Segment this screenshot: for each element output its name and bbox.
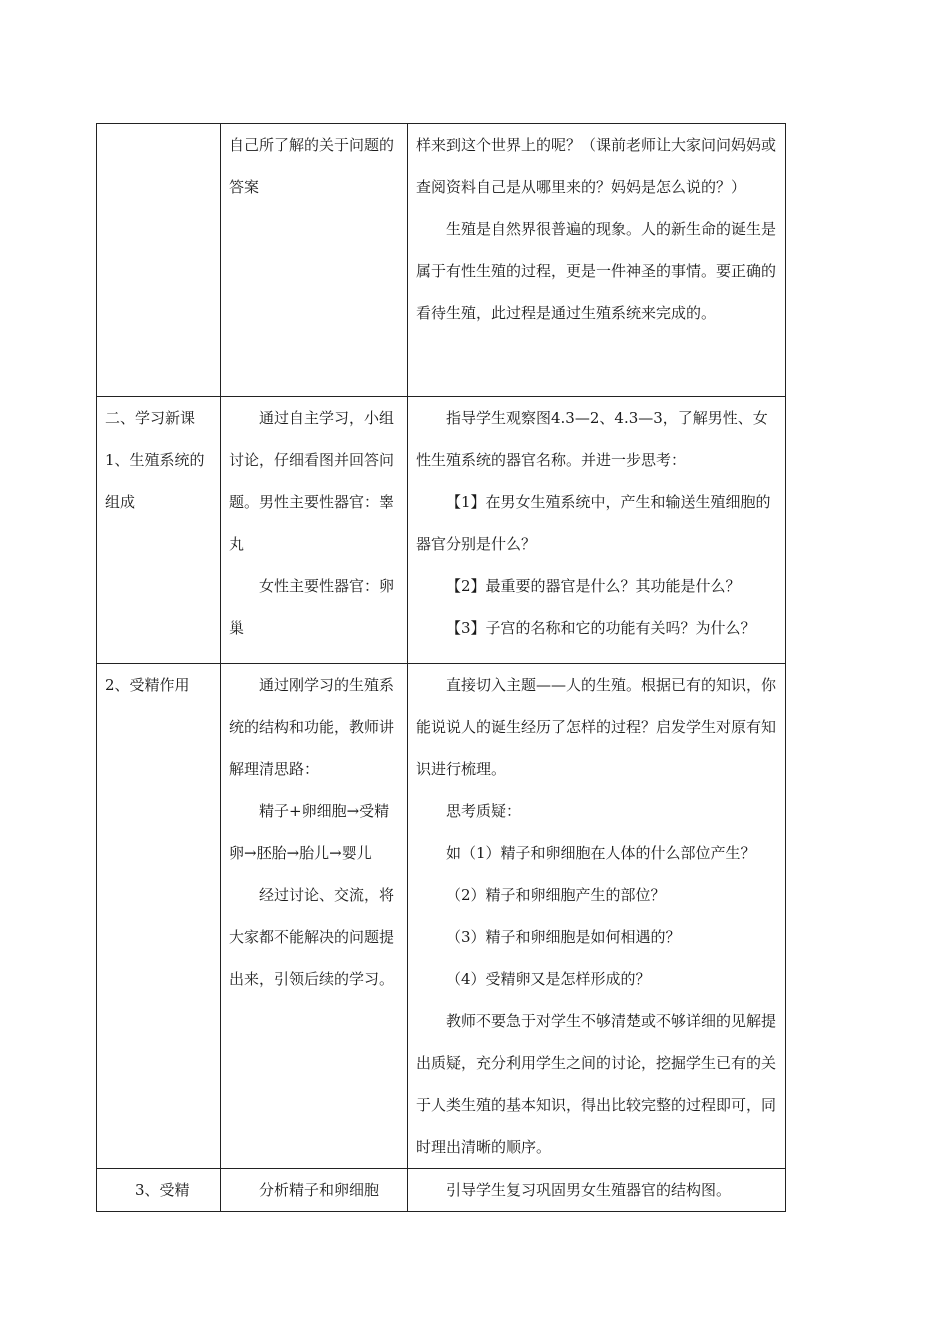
stage-cell	[97, 664, 221, 1169]
teacher-activity-text: （4）受精卵又是怎样形成的？	[446, 970, 651, 988]
student-activity-cell	[221, 397, 408, 664]
teacher-activity-text: 引导学生复习巩固男女生殖器官的结构图。	[446, 1181, 732, 1199]
teacher-activity-text: 【1】在男女生殖系统中，产生和输送生殖细胞的器官分别是什么？	[416, 493, 771, 553]
stage-text: 1、生殖系统的组成	[105, 451, 205, 511]
student-activity-text: 精子+卵细胞→受精卵→胚胎→胎儿→婴儿	[229, 802, 390, 862]
stage-cell	[97, 1169, 221, 1212]
teacher-activity-text: （2）精子和卵细胞产生的部位？	[446, 886, 666, 904]
teacher-activity-text: 直接切入主题——人的生殖。根据已有的知识，你能说说人的诞生经历了怎样的过程？启发学生对原有知识进行梳理。	[416, 676, 777, 778]
stage-text: 二、学习新课	[105, 409, 196, 427]
table-row	[97, 124, 786, 397]
student-activity-cell	[221, 124, 408, 397]
student-activity-text: 自己所了解的关于问题的答案	[229, 136, 395, 196]
stage-cell	[97, 124, 221, 397]
stage-text: 3、受精	[135, 1181, 190, 1199]
teacher-activity-text: 指导学生观察图4.3—2、4.3—3，了解男性、女性生殖系统的器官名称。并进一步思考：	[416, 409, 768, 469]
teacher-activity-cell	[408, 664, 786, 1169]
student-activity-text: 经过讨论、交流，将大家都不能解决的问题提出来，引领后续的学习。	[229, 886, 395, 988]
teacher-activity-text: 生殖是自然界很普遍的现象。人的新生命的诞生是属于有性生殖的过程，更是一件神圣的事情。要正确的看待生殖，此过程是通过生殖系统来完成的。	[416, 220, 777, 322]
teacher-activity-cell	[408, 397, 786, 664]
teacher-activity-cell	[408, 1169, 786, 1212]
table-row	[97, 664, 786, 1169]
table-row	[97, 1169, 786, 1212]
stage-text: 2、受精作用	[105, 676, 190, 694]
teacher-activity-text: 思考质疑：	[446, 802, 522, 820]
student-activity-cell	[221, 664, 408, 1169]
teacher-activity-text: 教师不要急于对学生不够清楚或不够详细的见解提出质疑，充分利用学生之间的讨论，挖掘学生已有的关于人类生殖的基本知识，得出比较完整的过程即可，同时理出清晰的顺序。	[416, 1012, 777, 1156]
lesson-plan-table	[96, 123, 786, 1212]
teacher-activity-text: （3）精子和卵细胞是如何相遇的？	[446, 928, 681, 946]
teacher-activity-text: 样来到这个世界上的呢？（课前老师让大家问问妈妈或查阅资料自己是从哪里来的？妈妈是怎么说的？）	[416, 136, 777, 196]
stage-cell	[97, 397, 221, 664]
student-activity-text: 通过自主学习，小组讨论，仔细看图并回答问题。男性主要性器官：睾丸	[229, 409, 395, 553]
table-row	[97, 397, 786, 664]
teacher-activity-cell	[408, 124, 786, 397]
student-activity-text: 通过刚学习的生殖系统的结构和功能，教师讲解理清思路：	[229, 676, 395, 778]
student-activity-text: 分析精子和卵细胞	[259, 1181, 380, 1199]
student-activity-cell	[221, 1169, 408, 1212]
student-activity-text: 女性主要性器官：卵巢	[229, 577, 395, 637]
teacher-activity-text: 【2】最重要的器官是什么？其功能是什么？	[446, 577, 741, 595]
teacher-activity-text: 【3】子宫的名称和它的功能有关吗？为什么？	[446, 619, 756, 637]
teacher-activity-text: 如（1）精子和卵细胞在人体的什么部位产生？	[446, 844, 756, 862]
